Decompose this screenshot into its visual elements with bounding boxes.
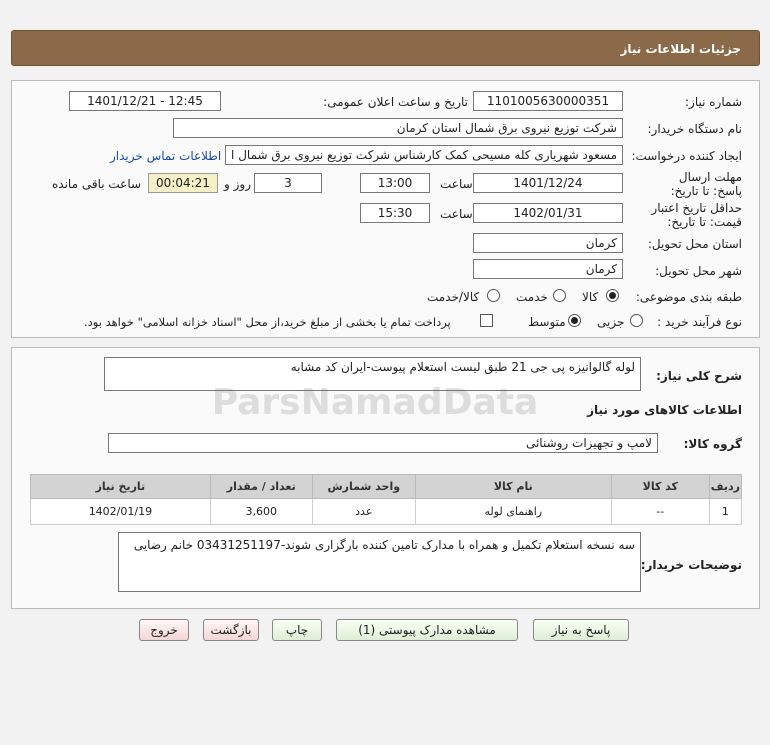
validity-date-field: 1402/01/31: [473, 203, 623, 223]
validity-label: حداقل تاریخ اعتبار قیمت: تا تاریخ:: [651, 201, 742, 229]
announce-field: 1401/12/21 - 12:45: [69, 91, 221, 111]
goods-group-field: لامپ و تجهیزات روشنائی: [108, 433, 658, 453]
goods-group-label: گروه کالا:: [683, 437, 742, 451]
category-goods-service-label: کالا/خدمت: [427, 290, 480, 304]
city-field: کرمان: [473, 259, 623, 279]
col-need-date: تاریخ نیاز: [31, 475, 211, 499]
announce-label: تاریخ و ساعت اعلان عمومی:: [323, 95, 468, 109]
process-minor-radio[interactable]: [630, 314, 643, 327]
description-label: شرح کلی نیاز:: [656, 369, 742, 383]
buyer-notes-label: توضیحات خریدار:: [640, 558, 742, 572]
province-label: استان محل تحویل:: [647, 237, 742, 251]
creator-field: مسعود شهریاری کله مسیحی کمک کارشناس شرکت توزیع نیروی برق شمال ا: [225, 145, 623, 165]
buyer-org-field: شرکت توزیع نیروی برق شمال استان کرمان: [173, 118, 623, 138]
cell-need-date: 1402/01/19: [31, 499, 211, 525]
deadline-time-label: ساعت: [440, 177, 473, 191]
category-label: طبقه بندی موضوعی:: [635, 290, 742, 304]
page-header: [11, 30, 760, 66]
process-medium-radio[interactable]: [568, 314, 581, 327]
remaining-time-field: 00:04:21: [148, 173, 218, 193]
process-label: نوع فرآیند خرید :: [657, 315, 742, 329]
col-row: ردیف: [709, 475, 741, 499]
category-service-radio[interactable]: [553, 289, 566, 302]
city-label: شهر محل تحویل:: [655, 264, 742, 278]
need-number-field: 1101005630000351: [473, 91, 623, 111]
print-button[interactable]: چاپ: [272, 619, 322, 641]
table-row: [31, 499, 742, 525]
process-minor-label: جزیی: [597, 315, 625, 329]
col-name: نام کالا: [415, 475, 611, 499]
province-field: کرمان: [473, 233, 623, 253]
cell-row: 1: [709, 499, 741, 525]
col-code: کد کالا: [611, 475, 709, 499]
days-label: روز و: [224, 177, 251, 191]
goods-section-title: اطلاعات کالاهای مورد نیاز: [587, 403, 742, 417]
description-field: لوله گالوانیزه پی جی 21 طبق لیست استعلام پیوست-ایران کد مشابه: [104, 357, 641, 391]
back-button[interactable]: بازگشت: [203, 619, 259, 641]
validity-time-field: 15:30: [360, 203, 430, 223]
category-goods-service-radio[interactable]: [487, 289, 500, 302]
buyer-notes-field: سه نسخه استعلام تکمیل و همراه با مدارک تامین کننده بارگزاری شوند-03431251197 خانم رضایی: [118, 532, 641, 592]
exit-button[interactable]: خروج: [139, 619, 189, 641]
deadline-date-field: 1401/12/24: [473, 173, 623, 193]
goods-table: [30, 474, 742, 525]
col-quantity: تعداد / مقدار: [210, 475, 312, 499]
days-field: 3: [254, 173, 322, 193]
creator-label: ایجاد کننده درخواست:: [631, 149, 742, 163]
cell-unit: عدد: [312, 499, 415, 525]
view-attachments-button[interactable]: مشاهده مدارک پیوستی (1): [336, 619, 518, 641]
buyer-org-label: نام دستگاه خریدار:: [647, 122, 742, 136]
category-service-label: خدمت: [516, 290, 548, 304]
category-goods-label: کالا: [582, 290, 599, 304]
process-medium-label: متوسط: [528, 315, 566, 329]
watermark-text: ParsNamadData: [211, 382, 539, 423]
validity-time-label: ساعت: [440, 207, 473, 221]
col-unit: واحد شمارش: [312, 475, 415, 499]
treasury-payment-note: پرداخت تمام یا بخشی از مبلغ خرید،از محل "اسناد خزانه اسلامی" خواهد بود.: [84, 315, 451, 329]
reply-button[interactable]: پاسخ به نیاز: [533, 619, 629, 641]
remaining-label: ساعت باقی مانده: [52, 177, 142, 191]
need-number-label: شماره نیاز:: [685, 95, 742, 109]
treasury-payment-checkbox[interactable]: [480, 314, 493, 327]
contact-buyer-link[interactable]: اطلاعات تماس خریدار: [110, 149, 222, 163]
cell-code: --: [611, 499, 709, 525]
cell-quantity: 3,600: [210, 499, 312, 525]
deadline-time-field: 13:00: [360, 173, 430, 193]
page-title: جزئیات اطلاعات نیاز: [620, 42, 741, 56]
goods-table-header: [31, 475, 742, 499]
cell-name: راهنمای لوله: [415, 499, 611, 525]
deadline-label: مهلت ارسال پاسخ: تا تاریخ:: [670, 170, 742, 198]
category-goods-radio[interactable]: [606, 289, 619, 302]
